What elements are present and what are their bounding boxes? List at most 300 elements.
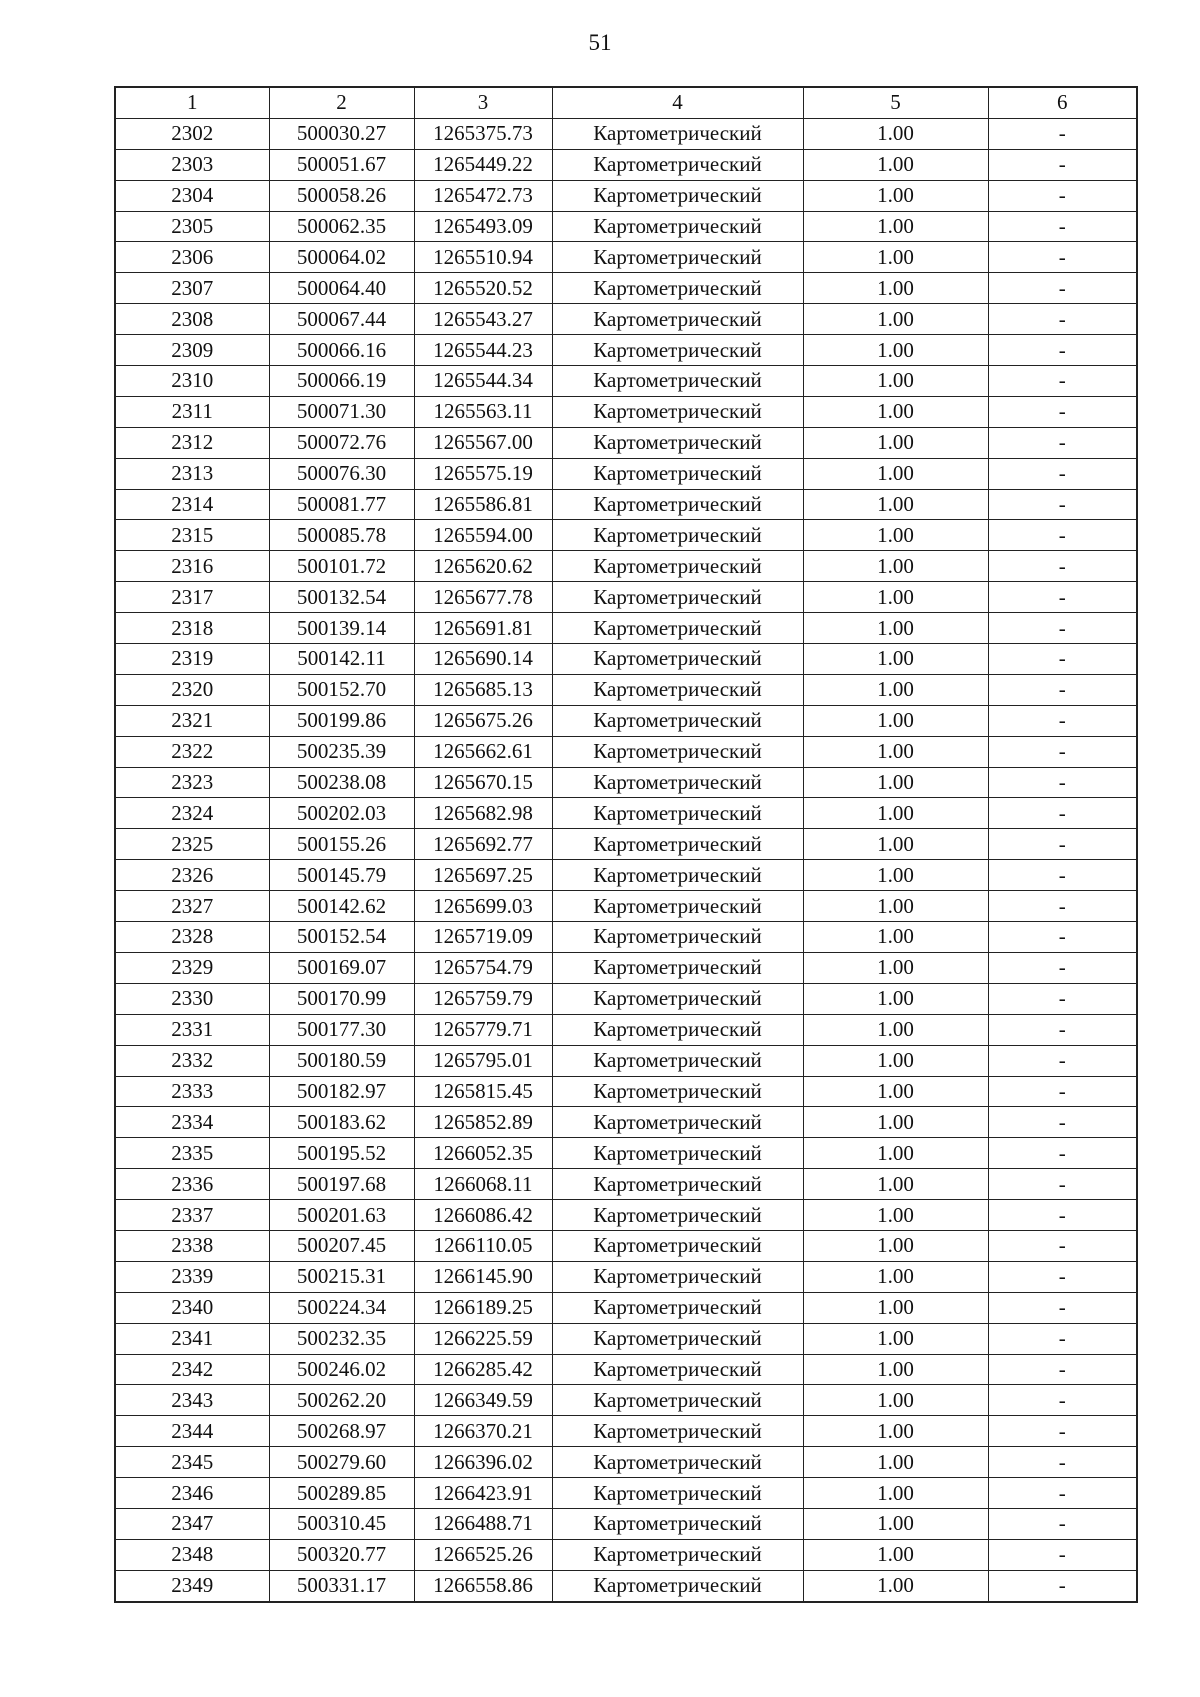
y-coordinate-cell: 1265685.13 xyxy=(414,674,552,705)
description-cell: - xyxy=(988,829,1137,860)
point-number-cell: 2317 xyxy=(115,582,269,613)
table-row xyxy=(115,767,1137,798)
description-cell: - xyxy=(988,705,1137,736)
method-cell: Картометрический xyxy=(552,1045,803,1076)
description-cell: - xyxy=(988,520,1137,551)
x-coordinate-cell: 500139.14 xyxy=(269,613,414,644)
table-row xyxy=(115,674,1137,705)
accuracy-cell: 1.00 xyxy=(803,1200,988,1231)
point-number-cell: 2326 xyxy=(115,860,269,891)
x-coordinate-cell: 500067.44 xyxy=(269,304,414,335)
point-number-cell: 2319 xyxy=(115,644,269,675)
method-cell: Картометрический xyxy=(552,952,803,983)
point-number-cell: 2305 xyxy=(115,211,269,242)
y-coordinate-cell: 1265759.79 xyxy=(414,983,552,1014)
x-coordinate-cell: 500232.35 xyxy=(269,1323,414,1354)
y-coordinate-cell: 1265449.22 xyxy=(414,149,552,180)
method-cell: Картометрический xyxy=(552,489,803,520)
point-number-cell: 2315 xyxy=(115,520,269,551)
description-cell: - xyxy=(988,582,1137,613)
y-coordinate-cell: 1265691.81 xyxy=(414,613,552,644)
accuracy-cell: 1.00 xyxy=(803,551,988,582)
y-coordinate-cell: 1265563.11 xyxy=(414,396,552,427)
column-header: 2 xyxy=(269,87,414,118)
y-coordinate-cell: 1265852.89 xyxy=(414,1107,552,1138)
description-cell: - xyxy=(988,551,1137,582)
point-number-cell: 2314 xyxy=(115,489,269,520)
table-row xyxy=(115,644,1137,675)
point-number-cell: 2346 xyxy=(115,1478,269,1509)
table-row xyxy=(115,952,1137,983)
description-cell: - xyxy=(988,891,1137,922)
point-number-cell: 2302 xyxy=(115,118,269,149)
accuracy-cell: 1.00 xyxy=(803,1169,988,1200)
accuracy-cell: 1.00 xyxy=(803,520,988,551)
description-cell: - xyxy=(988,1354,1137,1385)
accuracy-cell: 1.00 xyxy=(803,1230,988,1261)
y-coordinate-cell: 1265795.01 xyxy=(414,1045,552,1076)
method-cell: Картометрический xyxy=(552,767,803,798)
table-row xyxy=(115,1045,1137,1076)
method-cell: Картометрический xyxy=(552,242,803,273)
column-header: 6 xyxy=(988,87,1137,118)
x-coordinate-cell: 500132.54 xyxy=(269,582,414,613)
method-cell: Картометрический xyxy=(552,1323,803,1354)
table-row xyxy=(115,613,1137,644)
accuracy-cell: 1.00 xyxy=(803,1261,988,1292)
method-cell: Картометрический xyxy=(552,551,803,582)
x-coordinate-cell: 500177.30 xyxy=(269,1014,414,1045)
description-cell: - xyxy=(988,304,1137,335)
method-cell: Картометрический xyxy=(552,1200,803,1231)
description-cell: - xyxy=(988,1014,1137,1045)
y-coordinate-cell: 1265493.09 xyxy=(414,211,552,242)
accuracy-cell: 1.00 xyxy=(803,1138,988,1169)
description-cell: - xyxy=(988,1045,1137,1076)
table-row xyxy=(115,551,1137,582)
x-coordinate-cell: 500064.02 xyxy=(269,242,414,273)
point-number-cell: 2330 xyxy=(115,983,269,1014)
method-cell: Картометрический xyxy=(552,427,803,458)
y-coordinate-cell: 1265544.23 xyxy=(414,335,552,366)
table-row xyxy=(115,1138,1137,1169)
table-row xyxy=(115,211,1137,242)
description-cell: - xyxy=(988,1539,1137,1570)
point-number-cell: 2325 xyxy=(115,829,269,860)
table-row xyxy=(115,582,1137,613)
accuracy-cell: 1.00 xyxy=(803,798,988,829)
x-coordinate-cell: 500224.34 xyxy=(269,1292,414,1323)
y-coordinate-cell: 1265719.09 xyxy=(414,922,552,953)
header-row xyxy=(115,87,1137,118)
method-cell: Картометрический xyxy=(552,1169,803,1200)
point-number-cell: 2336 xyxy=(115,1169,269,1200)
y-coordinate-cell: 1265692.77 xyxy=(414,829,552,860)
table-row xyxy=(115,1447,1137,1478)
description-cell: - xyxy=(988,1200,1137,1231)
table-row xyxy=(115,396,1137,427)
point-number-cell: 2333 xyxy=(115,1076,269,1107)
table-row xyxy=(115,149,1137,180)
point-number-cell: 2313 xyxy=(115,458,269,489)
description-cell: - xyxy=(988,149,1137,180)
description-cell: - xyxy=(988,1076,1137,1107)
accuracy-cell: 1.00 xyxy=(803,304,988,335)
x-coordinate-cell: 500051.67 xyxy=(269,149,414,180)
accuracy-cell: 1.00 xyxy=(803,1539,988,1570)
x-coordinate-cell: 500072.76 xyxy=(269,427,414,458)
table-row xyxy=(115,335,1137,366)
x-coordinate-cell: 500145.79 xyxy=(269,860,414,891)
method-cell: Картометрический xyxy=(552,613,803,644)
method-cell: Картометрический xyxy=(552,211,803,242)
x-coordinate-cell: 500085.78 xyxy=(269,520,414,551)
method-cell: Картометрический xyxy=(552,458,803,489)
y-coordinate-cell: 1265682.98 xyxy=(414,798,552,829)
x-coordinate-cell: 500201.63 xyxy=(269,1200,414,1231)
point-number-cell: 2328 xyxy=(115,922,269,953)
x-coordinate-cell: 500268.97 xyxy=(269,1416,414,1447)
accuracy-cell: 1.00 xyxy=(803,242,988,273)
point-number-cell: 2340 xyxy=(115,1292,269,1323)
table-row xyxy=(115,1292,1137,1323)
table-row xyxy=(115,705,1137,736)
accuracy-cell: 1.00 xyxy=(803,211,988,242)
accuracy-cell: 1.00 xyxy=(803,118,988,149)
x-coordinate-cell: 500320.77 xyxy=(269,1539,414,1570)
y-coordinate-cell: 1266110.05 xyxy=(414,1230,552,1261)
table-row xyxy=(115,489,1137,520)
description-cell: - xyxy=(988,1416,1137,1447)
table-row xyxy=(115,1508,1137,1539)
method-cell: Картометрический xyxy=(552,674,803,705)
point-number-cell: 2310 xyxy=(115,366,269,397)
y-coordinate-cell: 1265697.25 xyxy=(414,860,552,891)
x-coordinate-cell: 500155.26 xyxy=(269,829,414,860)
description-cell: - xyxy=(988,1385,1137,1416)
y-coordinate-cell: 1265677.78 xyxy=(414,582,552,613)
y-coordinate-cell: 1266285.42 xyxy=(414,1354,552,1385)
x-coordinate-cell: 500183.62 xyxy=(269,1107,414,1138)
accuracy-cell: 1.00 xyxy=(803,1107,988,1138)
point-number-cell: 2334 xyxy=(115,1107,269,1138)
y-coordinate-cell: 1265375.73 xyxy=(414,118,552,149)
x-coordinate-cell: 500207.45 xyxy=(269,1230,414,1261)
table-row xyxy=(115,983,1137,1014)
column-header: 1 xyxy=(115,87,269,118)
method-cell: Картометрический xyxy=(552,1292,803,1323)
accuracy-cell: 1.00 xyxy=(803,273,988,304)
point-number-cell: 2306 xyxy=(115,242,269,273)
table-row xyxy=(115,1354,1137,1385)
y-coordinate-cell: 1265690.14 xyxy=(414,644,552,675)
accuracy-cell: 1.00 xyxy=(803,396,988,427)
x-coordinate-cell: 500081.77 xyxy=(269,489,414,520)
table-row xyxy=(115,1416,1137,1447)
accuracy-cell: 1.00 xyxy=(803,149,988,180)
accuracy-cell: 1.00 xyxy=(803,1045,988,1076)
description-cell: - xyxy=(988,427,1137,458)
method-cell: Картометрический xyxy=(552,736,803,767)
point-number-cell: 2311 xyxy=(115,396,269,427)
method-cell: Картометрический xyxy=(552,1076,803,1107)
table-row xyxy=(115,427,1137,458)
table-row xyxy=(115,1200,1137,1231)
point-number-cell: 2307 xyxy=(115,273,269,304)
y-coordinate-cell: 1266086.42 xyxy=(414,1200,552,1231)
description-cell: - xyxy=(988,335,1137,366)
table-row xyxy=(115,829,1137,860)
accuracy-cell: 1.00 xyxy=(803,860,988,891)
y-coordinate-cell: 1265670.15 xyxy=(414,767,552,798)
y-coordinate-cell: 1265543.27 xyxy=(414,304,552,335)
accuracy-cell: 1.00 xyxy=(803,582,988,613)
table-row xyxy=(115,242,1137,273)
x-coordinate-cell: 500215.31 xyxy=(269,1261,414,1292)
point-number-cell: 2347 xyxy=(115,1508,269,1539)
accuracy-cell: 1.00 xyxy=(803,1014,988,1045)
method-cell: Картометрический xyxy=(552,149,803,180)
y-coordinate-cell: 1266423.91 xyxy=(414,1478,552,1509)
x-coordinate-cell: 500197.68 xyxy=(269,1169,414,1200)
method-cell: Картометрический xyxy=(552,705,803,736)
table-row xyxy=(115,736,1137,767)
x-coordinate-cell: 500235.39 xyxy=(269,736,414,767)
accuracy-cell: 1.00 xyxy=(803,922,988,953)
x-coordinate-cell: 500202.03 xyxy=(269,798,414,829)
column-header: 4 xyxy=(552,87,803,118)
table-row xyxy=(115,366,1137,397)
x-coordinate-cell: 500331.17 xyxy=(269,1570,414,1601)
accuracy-cell: 1.00 xyxy=(803,644,988,675)
x-coordinate-cell: 500066.16 xyxy=(269,335,414,366)
method-cell: Картометрический xyxy=(552,798,803,829)
method-cell: Картометрический xyxy=(552,1354,803,1385)
accuracy-cell: 1.00 xyxy=(803,427,988,458)
point-number-cell: 2344 xyxy=(115,1416,269,1447)
method-cell: Картометрический xyxy=(552,520,803,551)
x-coordinate-cell: 500152.54 xyxy=(269,922,414,953)
table-row xyxy=(115,1478,1137,1509)
table-body xyxy=(115,118,1137,1601)
method-cell: Картометрический xyxy=(552,1107,803,1138)
x-coordinate-cell: 500182.97 xyxy=(269,1076,414,1107)
accuracy-cell: 1.00 xyxy=(803,613,988,644)
x-coordinate-cell: 500170.99 xyxy=(269,983,414,1014)
point-number-cell: 2318 xyxy=(115,613,269,644)
description-cell: - xyxy=(988,922,1137,953)
description-cell: - xyxy=(988,613,1137,644)
table-row xyxy=(115,1261,1137,1292)
point-number-cell: 2337 xyxy=(115,1200,269,1231)
method-cell: Картометрический xyxy=(552,1385,803,1416)
method-cell: Картометрический xyxy=(552,1138,803,1169)
y-coordinate-cell: 1265544.34 xyxy=(414,366,552,397)
description-cell: - xyxy=(988,366,1137,397)
x-coordinate-cell: 500062.35 xyxy=(269,211,414,242)
accuracy-cell: 1.00 xyxy=(803,705,988,736)
description-cell: - xyxy=(988,644,1137,675)
table-row xyxy=(115,1169,1137,1200)
point-number-cell: 2329 xyxy=(115,952,269,983)
point-number-cell: 2323 xyxy=(115,767,269,798)
table-row xyxy=(115,1385,1137,1416)
y-coordinate-cell: 1265567.00 xyxy=(414,427,552,458)
point-number-cell: 2338 xyxy=(115,1230,269,1261)
x-coordinate-cell: 500310.45 xyxy=(269,1508,414,1539)
description-cell: - xyxy=(988,211,1137,242)
description-cell: - xyxy=(988,674,1137,705)
accuracy-cell: 1.00 xyxy=(803,983,988,1014)
point-number-cell: 2332 xyxy=(115,1045,269,1076)
accuracy-cell: 1.00 xyxy=(803,1570,988,1601)
accuracy-cell: 1.00 xyxy=(803,335,988,366)
y-coordinate-cell: 1265510.94 xyxy=(414,242,552,273)
accuracy-cell: 1.00 xyxy=(803,736,988,767)
accuracy-cell: 1.00 xyxy=(803,767,988,798)
page-number: 51 xyxy=(588,30,612,55)
point-number-cell: 2303 xyxy=(115,149,269,180)
accuracy-cell: 1.00 xyxy=(803,952,988,983)
x-coordinate-cell: 500101.72 xyxy=(269,551,414,582)
x-coordinate-cell: 500262.20 xyxy=(269,1385,414,1416)
x-coordinate-cell: 500064.40 xyxy=(269,273,414,304)
point-number-cell: 2320 xyxy=(115,674,269,705)
point-number-cell: 2321 xyxy=(115,705,269,736)
table-row xyxy=(115,922,1137,953)
x-coordinate-cell: 500279.60 xyxy=(269,1447,414,1478)
method-cell: Картометрический xyxy=(552,1261,803,1292)
x-coordinate-cell: 500142.62 xyxy=(269,891,414,922)
description-cell: - xyxy=(988,1292,1137,1323)
description-cell: - xyxy=(988,273,1137,304)
method-cell: Картометрический xyxy=(552,366,803,397)
accuracy-cell: 1.00 xyxy=(803,829,988,860)
description-cell: - xyxy=(988,458,1137,489)
point-number-cell: 2331 xyxy=(115,1014,269,1045)
table-row xyxy=(115,1570,1137,1601)
description-cell: - xyxy=(988,1230,1137,1261)
point-number-cell: 2342 xyxy=(115,1354,269,1385)
point-number-cell: 2343 xyxy=(115,1385,269,1416)
x-coordinate-cell: 500238.08 xyxy=(269,767,414,798)
point-number-cell: 2345 xyxy=(115,1447,269,1478)
point-number-cell: 2335 xyxy=(115,1138,269,1169)
method-cell: Картометрический xyxy=(552,891,803,922)
y-coordinate-cell: 1266396.02 xyxy=(414,1447,552,1478)
table-row xyxy=(115,1539,1137,1570)
description-cell: - xyxy=(988,798,1137,829)
column-header: 5 xyxy=(803,87,988,118)
description-cell: - xyxy=(988,489,1137,520)
table-row xyxy=(115,118,1137,149)
y-coordinate-cell: 1265754.79 xyxy=(414,952,552,983)
method-cell: Картометрический xyxy=(552,922,803,953)
accuracy-cell: 1.00 xyxy=(803,1292,988,1323)
table-row xyxy=(115,1076,1137,1107)
x-coordinate-cell: 500030.27 xyxy=(269,118,414,149)
accuracy-cell: 1.00 xyxy=(803,1323,988,1354)
description-cell: - xyxy=(988,983,1137,1014)
y-coordinate-cell: 1265594.00 xyxy=(414,520,552,551)
x-coordinate-cell: 500071.30 xyxy=(269,396,414,427)
point-number-cell: 2322 xyxy=(115,736,269,767)
column-header: 3 xyxy=(414,87,552,118)
table-row xyxy=(115,891,1137,922)
description-cell: - xyxy=(988,860,1137,891)
coordinates-table xyxy=(114,86,1138,1603)
description-cell: - xyxy=(988,736,1137,767)
x-coordinate-cell: 500058.26 xyxy=(269,180,414,211)
point-number-cell: 2309 xyxy=(115,335,269,366)
point-number-cell: 2304 xyxy=(115,180,269,211)
y-coordinate-cell: 1266525.26 xyxy=(414,1539,552,1570)
method-cell: Картометрический xyxy=(552,273,803,304)
description-cell: - xyxy=(988,242,1137,273)
method-cell: Картометрический xyxy=(552,1230,803,1261)
method-cell: Картометрический xyxy=(552,1447,803,1478)
table-row xyxy=(115,180,1137,211)
y-coordinate-cell: 1266349.59 xyxy=(414,1385,552,1416)
description-cell: - xyxy=(988,1508,1137,1539)
accuracy-cell: 1.00 xyxy=(803,180,988,211)
table-row xyxy=(115,1323,1137,1354)
method-cell: Картометрический xyxy=(552,335,803,366)
y-coordinate-cell: 1266052.35 xyxy=(414,1138,552,1169)
description-cell: - xyxy=(988,1478,1137,1509)
x-coordinate-cell: 500169.07 xyxy=(269,952,414,983)
y-coordinate-cell: 1266145.90 xyxy=(414,1261,552,1292)
point-number-cell: 2312 xyxy=(115,427,269,458)
description-cell: - xyxy=(988,396,1137,427)
table-row xyxy=(115,798,1137,829)
method-cell: Картометрический xyxy=(552,829,803,860)
y-coordinate-cell: 1265662.61 xyxy=(414,736,552,767)
y-coordinate-cell: 1266225.59 xyxy=(414,1323,552,1354)
method-cell: Картометрический xyxy=(552,983,803,1014)
table-row xyxy=(115,860,1137,891)
x-coordinate-cell: 500289.85 xyxy=(269,1478,414,1509)
method-cell: Картометрический xyxy=(552,118,803,149)
accuracy-cell: 1.00 xyxy=(803,489,988,520)
y-coordinate-cell: 1265575.19 xyxy=(414,458,552,489)
accuracy-cell: 1.00 xyxy=(803,1076,988,1107)
x-coordinate-cell: 500180.59 xyxy=(269,1045,414,1076)
method-cell: Картометрический xyxy=(552,396,803,427)
description-cell: - xyxy=(988,180,1137,211)
description-cell: - xyxy=(988,118,1137,149)
method-cell: Картометрический xyxy=(552,1539,803,1570)
description-cell: - xyxy=(988,1447,1137,1478)
x-coordinate-cell: 500076.30 xyxy=(269,458,414,489)
point-number-cell: 2341 xyxy=(115,1323,269,1354)
description-cell: - xyxy=(988,1169,1137,1200)
accuracy-cell: 1.00 xyxy=(803,1354,988,1385)
x-coordinate-cell: 500152.70 xyxy=(269,674,414,705)
accuracy-cell: 1.00 xyxy=(803,1508,988,1539)
y-coordinate-cell: 1266189.25 xyxy=(414,1292,552,1323)
point-number-cell: 2308 xyxy=(115,304,269,335)
point-number-cell: 2339 xyxy=(115,1261,269,1292)
table-row xyxy=(115,1107,1137,1138)
y-coordinate-cell: 1266370.21 xyxy=(414,1416,552,1447)
x-coordinate-cell: 500199.86 xyxy=(269,705,414,736)
point-number-cell: 2349 xyxy=(115,1570,269,1601)
table-row xyxy=(115,1014,1137,1045)
table-row xyxy=(115,1230,1137,1261)
point-number-cell: 2348 xyxy=(115,1539,269,1570)
description-cell: - xyxy=(988,1107,1137,1138)
